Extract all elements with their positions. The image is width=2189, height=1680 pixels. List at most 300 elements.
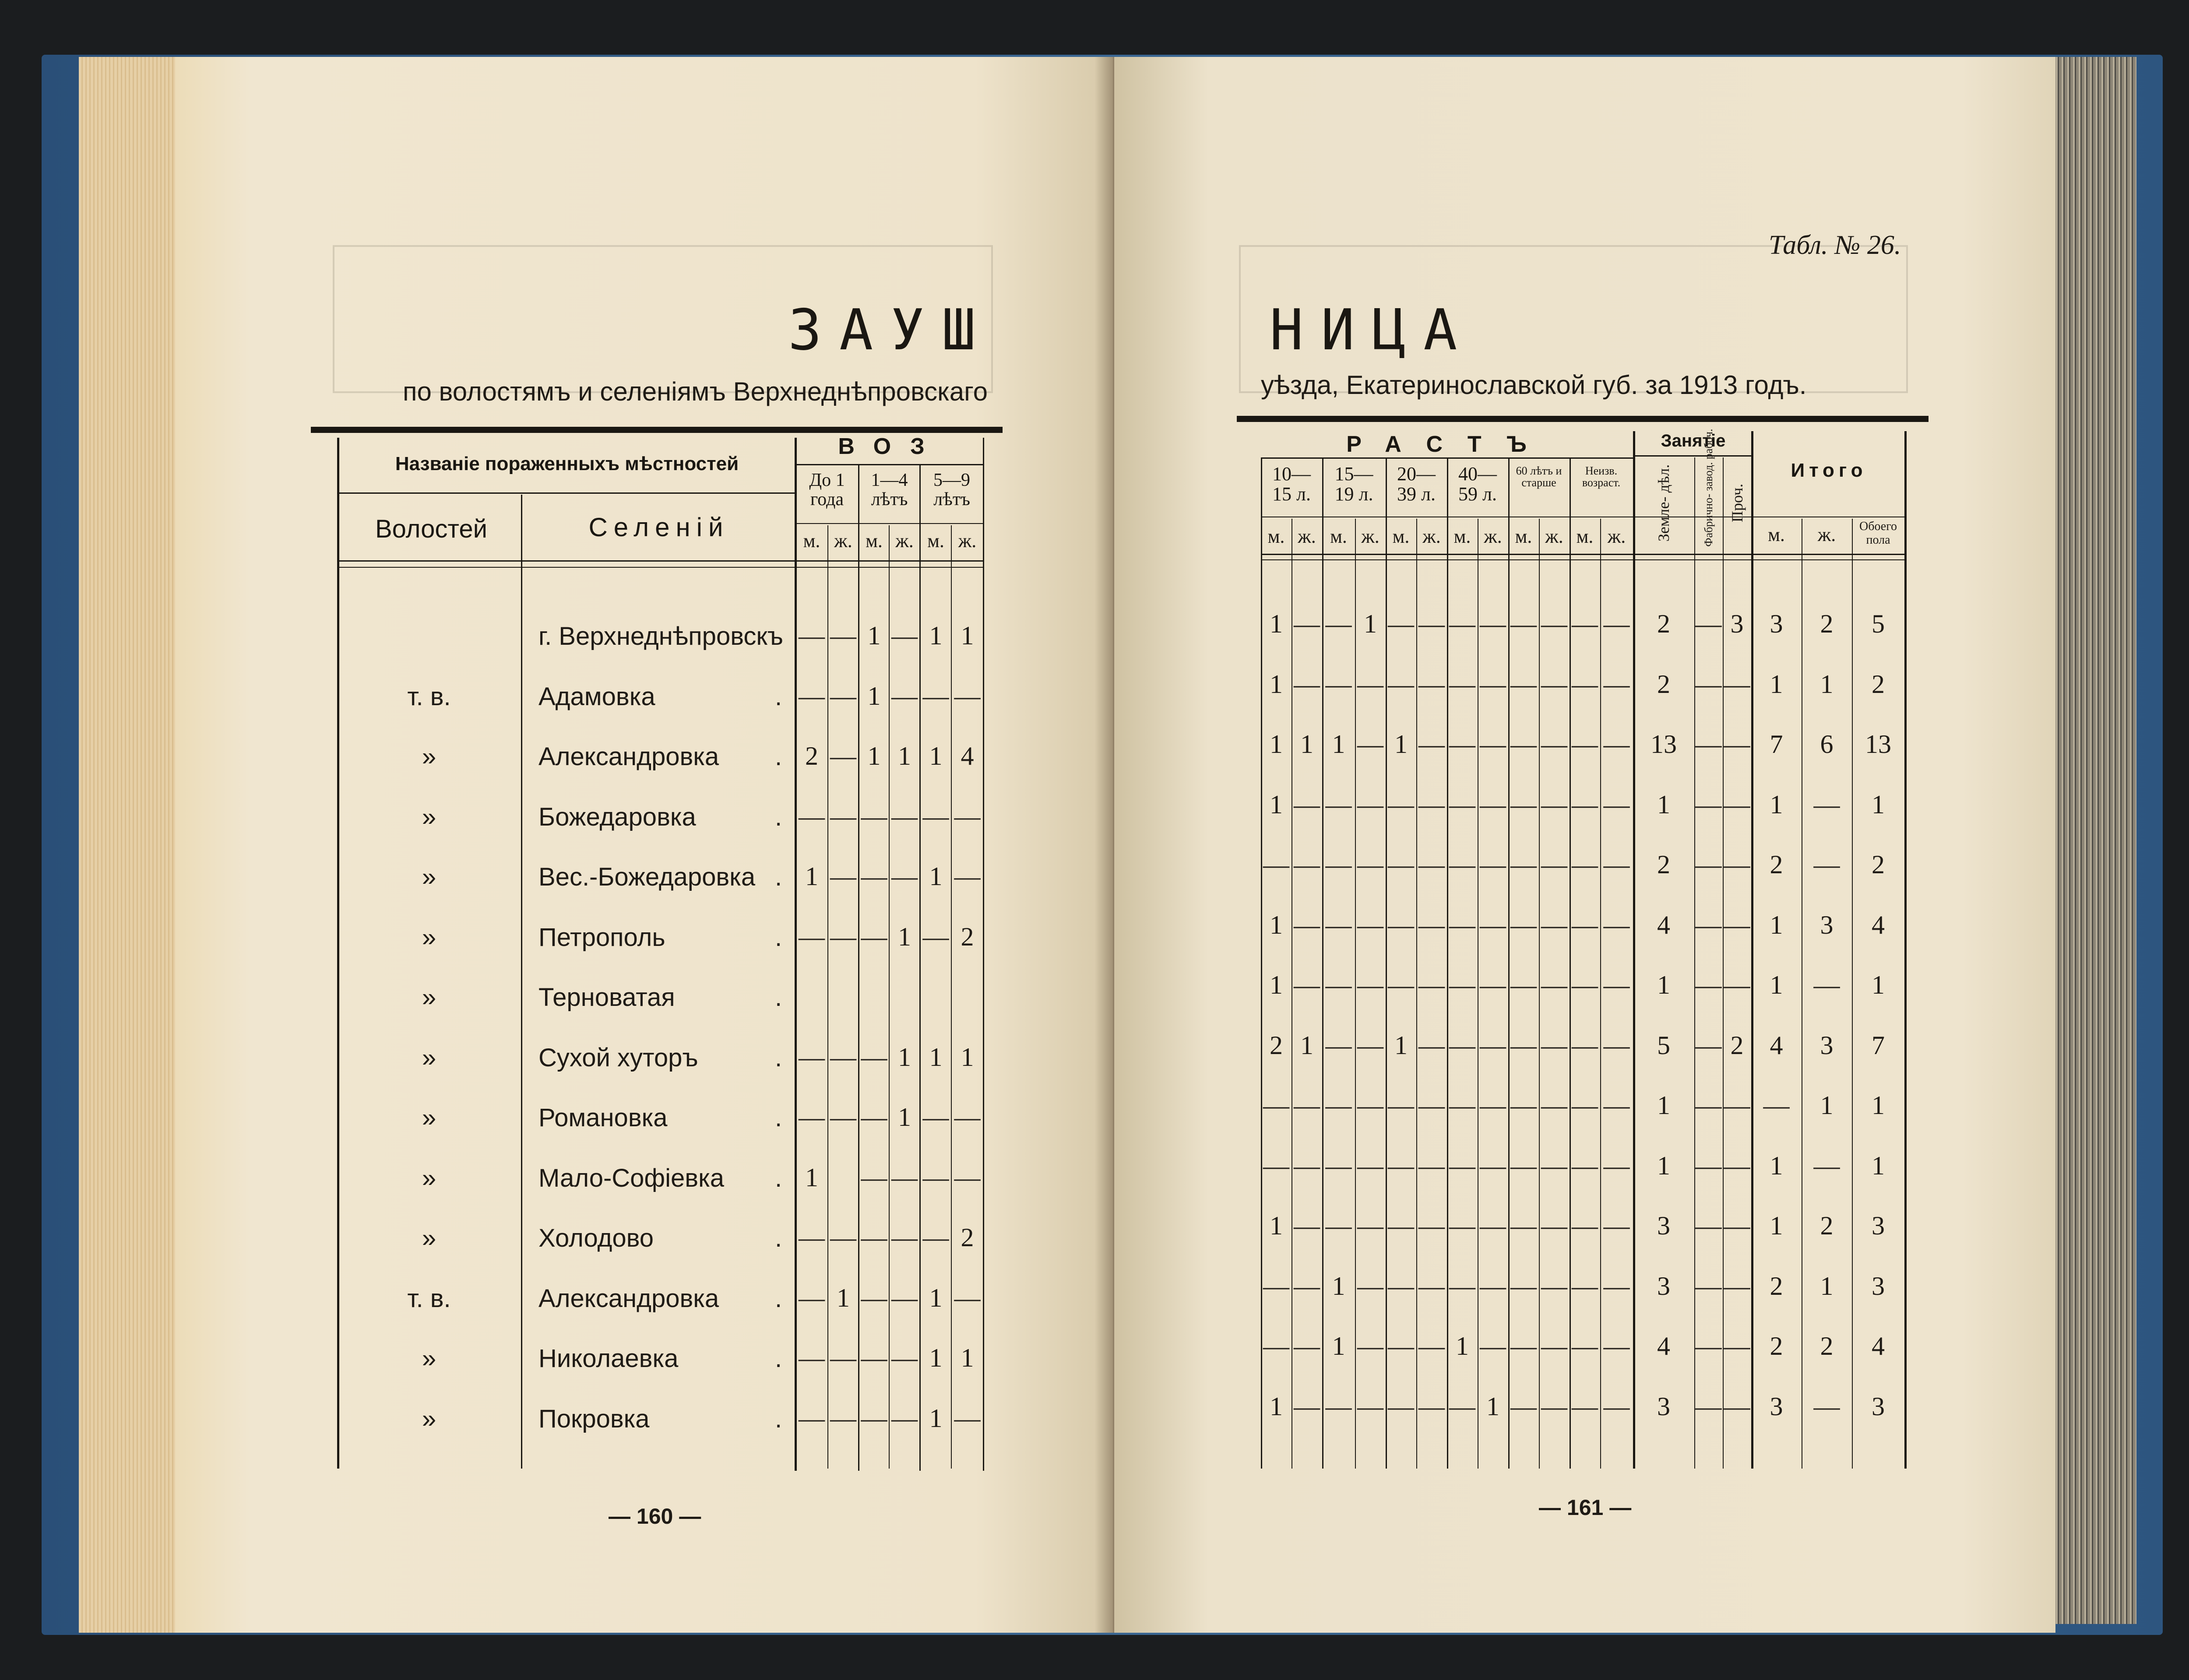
table-cell-value: 3	[1657, 1211, 1670, 1240]
table-cell-value: —	[1510, 730, 1537, 759]
right-table-right-edge	[1904, 431, 1907, 1469]
left-age-divider	[795, 464, 983, 465]
table-cell-value: 1	[929, 1343, 943, 1372]
table-cell-value: —	[1695, 1151, 1722, 1180]
leader-dots: .	[775, 1163, 782, 1192]
table-cell-value: —	[1418, 669, 1445, 699]
table-cell-value: 4	[1770, 1030, 1783, 1060]
left-sex-line-2	[889, 525, 890, 1469]
table-cell-volost: »	[422, 1404, 436, 1433]
table-cell-value: —	[830, 742, 856, 770]
table-cell-value: —	[1572, 1332, 1598, 1360]
table-cell-value: 1	[1770, 1151, 1783, 1180]
table-cell-value: —	[1480, 910, 1506, 939]
table-cell-value: —	[1603, 1091, 1630, 1120]
table-cell-value: —	[954, 1283, 981, 1312]
table-cell-value: —	[1724, 1211, 1750, 1240]
table-cell-value: —	[954, 1163, 981, 1192]
leader-dots: .	[775, 1344, 782, 1373]
table-cell-value: —	[954, 801, 981, 831]
table-cell-value: —	[1603, 1332, 1630, 1360]
table-cell-value: 2	[961, 922, 974, 951]
table-cell-value: —	[1418, 850, 1445, 879]
table-cell-value: —	[1724, 1151, 1750, 1180]
table-cell-value: —	[1325, 1151, 1352, 1180]
table-cell-value: —	[1388, 609, 1414, 638]
right-group-line	[1447, 457, 1448, 1469]
table-cell-value: —	[891, 1343, 918, 1372]
table-cell-value: —	[954, 1103, 981, 1132]
sex-m-label: м.	[803, 530, 820, 552]
table-cell-value: —	[1418, 1211, 1445, 1240]
table-cell-value: —	[1572, 669, 1598, 699]
table-cell-volost: т. в.	[407, 1284, 451, 1313]
table-cell-value: —	[1510, 910, 1537, 939]
sex-f-label: ж.	[834, 530, 852, 552]
table-cell-value: —	[861, 1042, 887, 1072]
table-cell-value: 2	[1872, 850, 1885, 879]
table-cell-value: —	[1418, 1271, 1445, 1300]
table-cell-value: —	[1325, 790, 1352, 819]
subtitle-left: по волостямъ и селеніямъ Верхнеднѣпровскаго	[403, 377, 988, 406]
header-volost: Волостей	[375, 515, 487, 543]
table-cell-value: 5	[1657, 1030, 1670, 1060]
table-cell-value: 1	[898, 922, 911, 951]
table-cell-value: 1	[1332, 730, 1345, 759]
table-cell-value: —	[1325, 970, 1352, 999]
table-cell-value: —	[1603, 970, 1630, 999]
table-cell-value: —	[1480, 850, 1506, 879]
table-cell-value: —	[1510, 1271, 1537, 1300]
table-cell-value: —	[1480, 1091, 1506, 1120]
sex-f-label: ж.	[895, 530, 914, 552]
table-cell-value: —	[1541, 1091, 1567, 1120]
table-cell-value: —	[1480, 1030, 1506, 1060]
sex-m-label: м.	[1453, 526, 1471, 547]
table-cell-value: 2	[1820, 609, 1834, 638]
table-cell-value: —	[1603, 910, 1630, 939]
left-table-right-edge	[983, 438, 984, 1471]
table-cell-village: Покровка	[538, 1404, 650, 1433]
leader-dots: .	[775, 1224, 782, 1252]
subtitle-right: уѣзда, Екатеринославской губ. за 1913 годъ.	[1261, 370, 1807, 400]
right-occ-line	[1694, 457, 1695, 1469]
table-cell-value: —	[1724, 1392, 1750, 1421]
table-cell-volost: т. в.	[407, 682, 451, 711]
page-number-left: — 160 —	[609, 1504, 701, 1529]
table-cell-value: —	[1572, 1151, 1598, 1180]
table-cell-value: —	[1388, 970, 1414, 999]
table-cell-value: 1	[837, 1283, 850, 1312]
table-cell-value: —	[1449, 850, 1475, 879]
right-group-line	[1386, 457, 1387, 1469]
table-cell-value: 1	[867, 681, 881, 710]
table-cell-value: —	[891, 801, 918, 831]
table-cell-value: 1	[898, 742, 911, 770]
table-cell-value: —	[1572, 1211, 1598, 1240]
table-cell-value: —	[891, 1283, 918, 1312]
table-cell-value: —	[1480, 1151, 1506, 1180]
table-cell-value: —	[1449, 910, 1475, 939]
header-total-col-2: Обоего пола	[1859, 520, 1897, 547]
table-cell-value: 2	[1820, 1211, 1834, 1240]
table-cell-village: Александровка	[538, 742, 719, 771]
table-cell-value: 1	[1657, 790, 1670, 819]
right-header-bottom	[1261, 554, 1904, 555]
table-cell-value: —	[1294, 1211, 1320, 1240]
table-cell-value: —	[1695, 669, 1722, 699]
table-cell-value: —	[1603, 1392, 1630, 1421]
table-cell-value: 1	[929, 621, 943, 650]
table-cell-value: 2	[1730, 1030, 1744, 1060]
table-cell-value: —	[830, 1042, 856, 1072]
table-cell-value: —	[891, 1403, 918, 1433]
table-cell-value: —	[1724, 669, 1750, 699]
left-group-line-1	[858, 464, 859, 1471]
table-cell-value: —	[1695, 609, 1722, 638]
table-cell-value: —	[1325, 1392, 1352, 1421]
right-header-bottom-2	[1261, 559, 1904, 560]
right-occupation-divider	[1633, 455, 1751, 457]
table-cell-value: —	[1695, 910, 1722, 939]
table-cell-value: —	[1510, 1392, 1537, 1421]
table-cell-value: —	[1325, 1030, 1352, 1060]
table-cell-value: —	[1263, 850, 1289, 879]
sex-m-label: м.	[1515, 526, 1532, 547]
table-cell-value: —	[1263, 1091, 1289, 1120]
table-cell-value: 1	[867, 621, 881, 650]
table-cell-value: —	[891, 862, 918, 891]
leader-dots: .	[775, 742, 782, 771]
table-cell-value: —	[1263, 1151, 1289, 1180]
table-cell-value: —	[1480, 730, 1506, 759]
table-cell-value: —	[1724, 1271, 1750, 1300]
table-cell-value: —	[1418, 1151, 1445, 1180]
table-cell-value: 1	[1270, 669, 1283, 699]
table-cell-value: —	[861, 1343, 887, 1372]
table-cell-value: —	[1357, 970, 1383, 999]
table-cell-value: 5	[1872, 609, 1885, 638]
table-cell-value: —	[1510, 1151, 1537, 1180]
table-cell-value: —	[1357, 1392, 1383, 1421]
table-cell-value: —	[1357, 1332, 1383, 1360]
table-cell-volost: »	[422, 1043, 436, 1072]
table-cell-village: Петрополь	[538, 923, 665, 952]
header-village: Селеній	[588, 513, 729, 542]
left-sex-line-1	[827, 525, 828, 1469]
table-cell-value: —	[830, 862, 856, 891]
table-cell-value: —	[799, 1283, 825, 1312]
table-cell-value: —	[1357, 1030, 1383, 1060]
table-cell-value: —	[1357, 730, 1383, 759]
table-cell-value: —	[1357, 790, 1383, 819]
table-cell-village: Сухой хуторъ	[538, 1043, 698, 1072]
table-cell-value: 1	[961, 1042, 974, 1072]
table-cell-village: Вес.-Божедаровка	[538, 863, 756, 891]
leader-dots: .	[775, 983, 782, 1012]
table-cell-value: —	[1357, 850, 1383, 879]
table-cell-value: —	[1510, 1091, 1537, 1120]
table-cell-value: —	[1572, 730, 1598, 759]
table-cell-value: —	[1510, 609, 1537, 638]
header-age-fragment-left: ВОЗ	[838, 434, 944, 459]
table-cell-value: —	[830, 1403, 856, 1433]
table-cell-value: —	[891, 1163, 918, 1192]
table-cell-value: 1	[929, 1042, 943, 1072]
table-cell-value: —	[1418, 730, 1445, 759]
table-cell-value: —	[830, 922, 856, 951]
table-cell-value: 1	[1270, 1392, 1283, 1421]
table-cell-value: 3	[1657, 1271, 1670, 1300]
table-cell-value: —	[1480, 1211, 1506, 1240]
table-cell-value: 1	[1270, 609, 1283, 638]
table-cell-value: 1	[1872, 790, 1885, 819]
title-fragment-right: НИЦА	[1270, 298, 1475, 363]
header-total: Итого	[1791, 460, 1867, 481]
table-cell-value: —	[799, 801, 825, 831]
table-cell-value: —	[799, 922, 825, 951]
table-cell-value: 1	[1820, 669, 1834, 699]
table-cell-value: —	[1294, 1332, 1320, 1360]
table-cell-value: —	[1813, 1392, 1840, 1421]
table-cell-value: —	[1480, 1271, 1506, 1300]
table-cell-value: —	[1325, 1091, 1352, 1120]
table-cell-value: 7	[1872, 1030, 1885, 1060]
table-cell-value: —	[1388, 1271, 1414, 1300]
table-cell-volost: »	[422, 863, 436, 891]
table-cell-value: —	[1603, 609, 1630, 638]
table-cell-value: —	[1572, 1091, 1598, 1120]
table-cell-value: —	[1449, 1030, 1475, 1060]
table-cell-value: —	[1357, 910, 1383, 939]
leader-dots: .	[775, 1404, 782, 1433]
table-cell-value: —	[1695, 850, 1722, 879]
table-cell-value: —	[922, 1163, 949, 1192]
table-cell-value: —	[1813, 850, 1840, 879]
left-header-bottom-2	[337, 567, 983, 568]
table-cell-value: 13	[1865, 730, 1891, 759]
sex-m-label: м.	[1392, 526, 1410, 547]
header-occupation-1: Фабрично- завод. рабоч.	[1702, 429, 1715, 547]
table-cell-value: —	[1418, 970, 1445, 999]
table-cell-value: —	[830, 1223, 856, 1252]
table-cell-value: 1	[1872, 970, 1885, 999]
table-cell-value: —	[1325, 669, 1352, 699]
header-age-group-4: 60 лѣтъ и старше	[1516, 464, 1562, 489]
table-cell-value: 3	[1770, 1392, 1783, 1421]
table-cell-value: —	[861, 1103, 887, 1132]
table-cell-village: Николаевка	[538, 1344, 679, 1373]
table-cell-value: —	[1572, 1271, 1598, 1300]
table-cell-value: 1	[1770, 790, 1783, 819]
table-cell-value: 1	[1872, 1091, 1885, 1120]
table-cell-value: 1	[1486, 1392, 1499, 1421]
table-cell-value: —	[1510, 850, 1537, 879]
table-cell-value: —	[1695, 730, 1722, 759]
table-cell-value: 1	[1770, 970, 1783, 999]
table-cell-value: 2	[1657, 850, 1670, 879]
sex-m-label: м.	[1267, 526, 1285, 547]
table-cell-value: 3	[1872, 1211, 1885, 1240]
leader-dots: .	[775, 1104, 782, 1132]
table-cell-value: 1	[1657, 1151, 1670, 1180]
header-age-group-5: Неизв. возраст.	[1582, 464, 1621, 489]
table-cell-value: —	[1418, 609, 1445, 638]
table-cell-value: —	[861, 801, 887, 831]
table-cell-value: —	[1357, 1271, 1383, 1300]
table-cell-value: 1	[1270, 790, 1283, 819]
table-cell-value: —	[1510, 669, 1537, 699]
table-cell-value: —	[1510, 1030, 1537, 1060]
table-cell-value: 1	[1270, 970, 1283, 999]
table-cell-value: 1	[805, 1163, 818, 1192]
table-cell-value: —	[1541, 669, 1567, 699]
table-cell-value: —	[1418, 790, 1445, 819]
table-cell-value: —	[1480, 609, 1506, 638]
left-page-edges	[79, 57, 179, 1633]
left-sex-divider	[795, 523, 983, 524]
table-cell-value: 2	[961, 1223, 974, 1252]
table-cell-village: Романовка	[538, 1104, 668, 1132]
header-age-group-3: 40— 59 л.	[1458, 463, 1497, 505]
table-cell-value: —	[830, 1103, 856, 1132]
table-cell-value: —	[1294, 669, 1320, 699]
table-cell-value: —	[1263, 1271, 1289, 1300]
table-cell-village: г. Верхнеднѣпровскъ	[538, 622, 783, 650]
table-cell-value: —	[1449, 669, 1475, 699]
leader-dots: .	[775, 802, 782, 831]
right-group-line	[1508, 457, 1510, 1469]
table-cell-value: —	[1724, 730, 1750, 759]
table-cell-value: —	[799, 1343, 825, 1372]
table-cell-value: 3	[1657, 1392, 1670, 1421]
table-cell-value: —	[1603, 850, 1630, 879]
table-cell-value: 1	[1270, 1211, 1283, 1240]
table-cell-value: —	[1294, 609, 1320, 638]
table-cell-value: 4	[1872, 910, 1885, 939]
table-cell-value: 1	[1394, 730, 1408, 759]
header-occupation-2: Проч.	[1728, 483, 1746, 523]
leader-dots: .	[775, 1284, 782, 1313]
table-cell-value: —	[1480, 790, 1506, 819]
table-cell-value: —	[1695, 1392, 1722, 1421]
table-cell-value: —	[830, 801, 856, 831]
table-cell-village: Холодово	[538, 1224, 654, 1252]
right-total-left-line	[1751, 431, 1753, 1469]
table-cell-village: Божедаровка	[538, 802, 696, 831]
table-cell-value: 1	[961, 1343, 974, 1372]
table-cell-value: 2	[1770, 1332, 1783, 1360]
table-cell-value: 2	[1872, 669, 1885, 699]
table-cell-volost: »	[422, 1224, 436, 1252]
table-cell-value: —	[1480, 669, 1506, 699]
table-cell-value: —	[830, 681, 856, 710]
table-cell-value: —	[922, 681, 949, 710]
table-cell-value: —	[799, 1403, 825, 1433]
table-cell-value: —	[1813, 970, 1840, 999]
header-total-col-1: ж.	[1817, 524, 1836, 545]
table-cell-value: 1	[898, 1042, 911, 1072]
table-cell-value: —	[1572, 910, 1598, 939]
table-cell-value: —	[1510, 1211, 1537, 1240]
table-cell-volost: »	[422, 1104, 436, 1132]
table-cell-value: —	[1724, 1332, 1750, 1360]
table-cell-value: —	[861, 1223, 887, 1252]
header-age-group-2: 5—9 лѣтъ	[933, 470, 970, 510]
table-cell-value: 1	[1300, 1030, 1313, 1060]
table-cell-value: 3	[1820, 1030, 1834, 1060]
table-cell-value: 1	[1270, 910, 1283, 939]
table-cell-value: 4	[1657, 1332, 1670, 1360]
table-cell-value: —	[1603, 1211, 1630, 1240]
sex-f-label: ж.	[1361, 526, 1380, 547]
header-age-group-1: 15— 19 л.	[1334, 463, 1373, 505]
table-cell-value: 2	[1657, 609, 1670, 638]
table-cell-value: —	[799, 1042, 825, 1072]
header-age-group-2: 20— 39 л.	[1397, 463, 1436, 505]
title-fragment-left: ЗАУШ	[788, 298, 993, 363]
table-cell-value: 3	[1770, 609, 1783, 638]
table-cell-value: 1	[1456, 1332, 1469, 1360]
table-cell-value: —	[891, 621, 918, 650]
table-cell-value: 2	[1770, 1271, 1783, 1300]
table-cell-value: —	[891, 1223, 918, 1252]
right-group-line	[1261, 457, 1262, 1469]
table-cell-value: —	[1388, 1151, 1414, 1180]
table-cell-value: 2	[1820, 1332, 1834, 1360]
table-cell-value: 4	[1657, 910, 1670, 939]
header-age-group-1: 1—4 лѣтъ	[871, 470, 908, 510]
table-cell-value: —	[1541, 1332, 1567, 1360]
table-cell-value: —	[954, 862, 981, 891]
table-cell-value: —	[1357, 1091, 1383, 1120]
table-cell-value: —	[1294, 1392, 1320, 1421]
table-cell-value: —	[861, 922, 887, 951]
table-cell-value: —	[1325, 910, 1352, 939]
table-cell-value: —	[922, 922, 949, 951]
table-cell-value: —	[1724, 1091, 1750, 1120]
table-cell-value: —	[1603, 669, 1630, 699]
table-cell-value: —	[1418, 1091, 1445, 1120]
table-cell-value: 1	[1657, 1091, 1670, 1120]
table-cell-value: —	[1294, 1271, 1320, 1300]
table-cell-value: —	[830, 1343, 856, 1372]
table-cell-value: —	[1572, 1392, 1598, 1421]
table-cell-value: 7	[1770, 730, 1783, 759]
table-cell-value: —	[1572, 850, 1598, 879]
table-cell-value: —	[1449, 1271, 1475, 1300]
table-cell-value: 2	[1270, 1030, 1283, 1060]
table-cell-value: —	[922, 1103, 949, 1132]
sex-m-label: м.	[866, 530, 883, 552]
table-cell-value: 3	[1872, 1271, 1885, 1300]
table-cell-value: 1	[1872, 1151, 1885, 1180]
table-cell-village: Александровка	[538, 1284, 719, 1313]
leader-dots: .	[775, 682, 782, 711]
table-cell-value: —	[1572, 1030, 1598, 1060]
sex-m-label: м.	[1330, 526, 1347, 547]
sex-f-label: ж.	[1298, 526, 1316, 547]
table-cell-value: —	[1603, 1151, 1630, 1180]
table-cell-value: —	[861, 1283, 887, 1312]
table-cell-value: 1	[898, 1103, 911, 1132]
table-cell-value: 3	[1872, 1392, 1885, 1421]
sex-m-label: м.	[1576, 526, 1594, 547]
table-cell-value: —	[1695, 1211, 1722, 1240]
table-cell-value: —	[1724, 790, 1750, 819]
left-table-border	[337, 438, 339, 1469]
table-cell-village: Мало-Софіевка	[538, 1163, 725, 1192]
